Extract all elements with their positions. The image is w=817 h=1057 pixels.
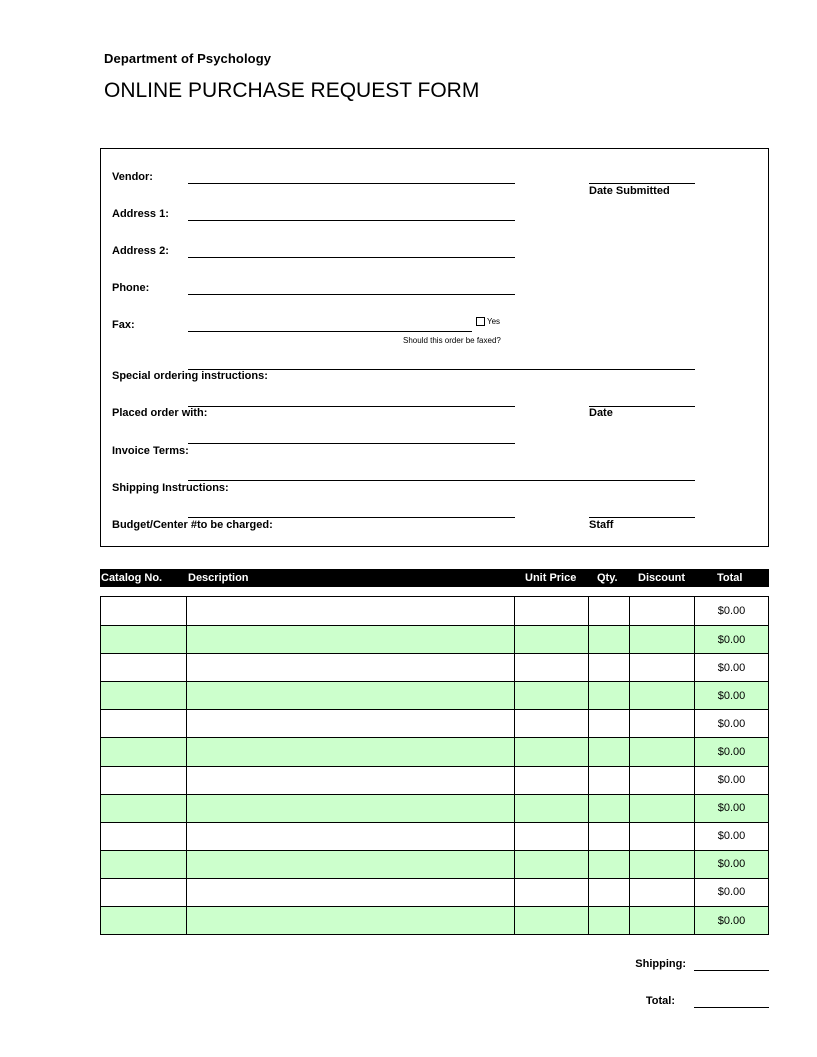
- shipping-instructions-label: Shipping Instructions:: [112, 482, 229, 494]
- total-cell: $0.00: [717, 717, 746, 730]
- budget-center-field[interactable]: [188, 517, 515, 518]
- discount-cell[interactable]: [630, 682, 695, 709]
- phone-label: Phone:: [112, 282, 150, 294]
- column-discount: Discount: [638, 572, 686, 584]
- unit-price-cell[interactable]: [515, 851, 589, 878]
- description-cell[interactable]: [187, 767, 515, 794]
- total-cell: $0.00: [717, 774, 746, 787]
- table-row: [100, 906, 769, 934]
- description-cell[interactable]: [187, 879, 515, 906]
- total-cell: $0.00: [717, 746, 746, 759]
- qty-cell[interactable]: [589, 851, 630, 878]
- catalog-no-cell[interactable]: [101, 738, 187, 765]
- unit-price-cell[interactable]: [515, 795, 589, 822]
- vendor-field[interactable]: [188, 183, 515, 184]
- discount-cell[interactable]: [630, 738, 695, 765]
- description-cell[interactable]: [187, 907, 515, 934]
- placed-order-with-field[interactable]: [188, 406, 515, 407]
- catalog-no-cell[interactable]: [101, 907, 187, 934]
- catalog-no-cell[interactable]: [101, 823, 187, 850]
- qty-cell[interactable]: [589, 767, 630, 794]
- catalog-no-cell[interactable]: [101, 597, 187, 625]
- table-row: [100, 625, 769, 653]
- fax-yes-label: Yes: [487, 317, 501, 326]
- catalog-no-cell[interactable]: [101, 795, 187, 822]
- description-cell[interactable]: [187, 710, 515, 737]
- unit-price-cell[interactable]: [515, 682, 589, 709]
- discount-cell[interactable]: [630, 879, 695, 906]
- total-cell: $0.00: [717, 914, 746, 927]
- fax-yes-checkbox[interactable]: [476, 317, 485, 326]
- table-row: [100, 850, 769, 878]
- table-row: [100, 597, 769, 625]
- qty-cell[interactable]: [589, 795, 630, 822]
- table-row: [100, 822, 769, 850]
- address2-label: Address 2:: [112, 245, 169, 257]
- invoice-terms-field[interactable]: [188, 443, 515, 444]
- phone-field[interactable]: [188, 294, 515, 295]
- shipping-instructions-field[interactable]: [188, 480, 695, 481]
- discount-cell[interactable]: [630, 597, 695, 625]
- discount-cell[interactable]: [630, 823, 695, 850]
- column-unit-price: Unit Price: [525, 572, 577, 584]
- qty-cell[interactable]: [589, 682, 630, 709]
- table-row: [100, 766, 769, 794]
- vendor-label: Vendor:: [112, 171, 153, 183]
- total-cell: $0.00: [717, 886, 746, 899]
- catalog-no-cell[interactable]: [101, 654, 187, 681]
- date-submitted-field[interactable]: [589, 183, 695, 184]
- unit-price-cell[interactable]: [515, 907, 589, 934]
- description-cell[interactable]: [187, 795, 515, 822]
- table-row: [100, 709, 769, 737]
- qty-cell[interactable]: [589, 654, 630, 681]
- unit-price-cell[interactable]: [515, 710, 589, 737]
- total-cell: $0.00: [717, 605, 746, 618]
- discount-cell[interactable]: [630, 767, 695, 794]
- items-table: [100, 596, 769, 935]
- catalog-no-cell[interactable]: [101, 710, 187, 737]
- unit-price-cell[interactable]: [515, 626, 589, 653]
- unit-price-cell[interactable]: [515, 597, 589, 625]
- invoice-terms-label: Invoice Terms:: [112, 445, 189, 457]
- unit-price-cell[interactable]: [515, 767, 589, 794]
- discount-cell[interactable]: [630, 710, 695, 737]
- table-row: [100, 653, 769, 681]
- staff-field[interactable]: [589, 517, 695, 518]
- shipping-label: Shipping:: [635, 958, 686, 970]
- qty-cell[interactable]: [589, 823, 630, 850]
- address1-label: Address 1:: [112, 208, 169, 220]
- total-cell: $0.00: [717, 830, 746, 843]
- catalog-no-cell[interactable]: [101, 851, 187, 878]
- unit-price-cell[interactable]: [515, 654, 589, 681]
- qty-cell[interactable]: [589, 626, 630, 653]
- staff-label: Staff: [589, 519, 614, 531]
- fax-label: Fax:: [112, 319, 135, 331]
- discount-cell[interactable]: [630, 907, 695, 934]
- address2-field[interactable]: [188, 257, 515, 258]
- table-row: [100, 681, 769, 709]
- order-date-label: Date: [589, 407, 613, 419]
- table-row: [100, 878, 769, 906]
- budget-center-label: Budget/Center #to be charged:: [112, 519, 273, 531]
- catalog-no-cell[interactable]: [101, 879, 187, 906]
- discount-cell[interactable]: [630, 626, 695, 653]
- total-cell: $0.00: [717, 802, 746, 815]
- column-description: Description: [188, 572, 249, 584]
- shipping-field[interactable]: [694, 970, 769, 971]
- description-cell[interactable]: [187, 682, 515, 709]
- description-cell[interactable]: [187, 654, 515, 681]
- vendor-info-section: [100, 148, 769, 547]
- unit-price-cell[interactable]: [515, 879, 589, 906]
- column-qty: Qty.: [597, 572, 618, 584]
- discount-cell[interactable]: [630, 851, 695, 878]
- date-submitted-label: Date Submitted: [589, 185, 670, 197]
- grand-total-field[interactable]: [694, 1007, 769, 1008]
- description-cell[interactable]: [187, 626, 515, 653]
- discount-cell[interactable]: [630, 795, 695, 822]
- unit-price-cell[interactable]: [515, 823, 589, 850]
- column-total: Total: [717, 572, 743, 584]
- total-cell: $0.00: [717, 633, 746, 646]
- description-cell[interactable]: [187, 738, 515, 765]
- total-cell: $0.00: [717, 661, 746, 674]
- items-table-header: [100, 569, 769, 587]
- qty-cell[interactable]: [589, 738, 630, 765]
- total-cell: $0.00: [717, 689, 746, 702]
- fax-question-text: Should this order be faxed?: [403, 336, 501, 345]
- catalog-no-cell[interactable]: [101, 682, 187, 709]
- fax-field[interactable]: [188, 331, 472, 332]
- description-cell[interactable]: [187, 597, 515, 625]
- unit-price-cell[interactable]: [515, 738, 589, 765]
- special-instructions-label: Special ordering instructions:: [112, 370, 268, 382]
- qty-cell[interactable]: [589, 907, 630, 934]
- qty-cell[interactable]: [589, 710, 630, 737]
- qty-cell[interactable]: [589, 879, 630, 906]
- department-name: Department of Psychology: [104, 51, 272, 66]
- qty-cell[interactable]: [589, 597, 630, 625]
- grand-total-label: Total:: [645, 995, 675, 1007]
- description-cell[interactable]: [187, 851, 515, 878]
- total-cell: $0.00: [717, 858, 746, 871]
- table-row: [100, 794, 769, 822]
- placed-order-with-label: Placed order with:: [112, 407, 208, 419]
- catalog-no-cell[interactable]: [101, 767, 187, 794]
- address1-field[interactable]: [188, 220, 515, 221]
- table-row: [100, 737, 769, 765]
- form-title: ONLINE PURCHASE REQUEST FORM: [104, 79, 480, 102]
- discount-cell[interactable]: [630, 654, 695, 681]
- catalog-no-cell[interactable]: [101, 626, 187, 653]
- description-cell[interactable]: [187, 823, 515, 850]
- column-catalog-no: Catalog No.: [101, 572, 163, 584]
